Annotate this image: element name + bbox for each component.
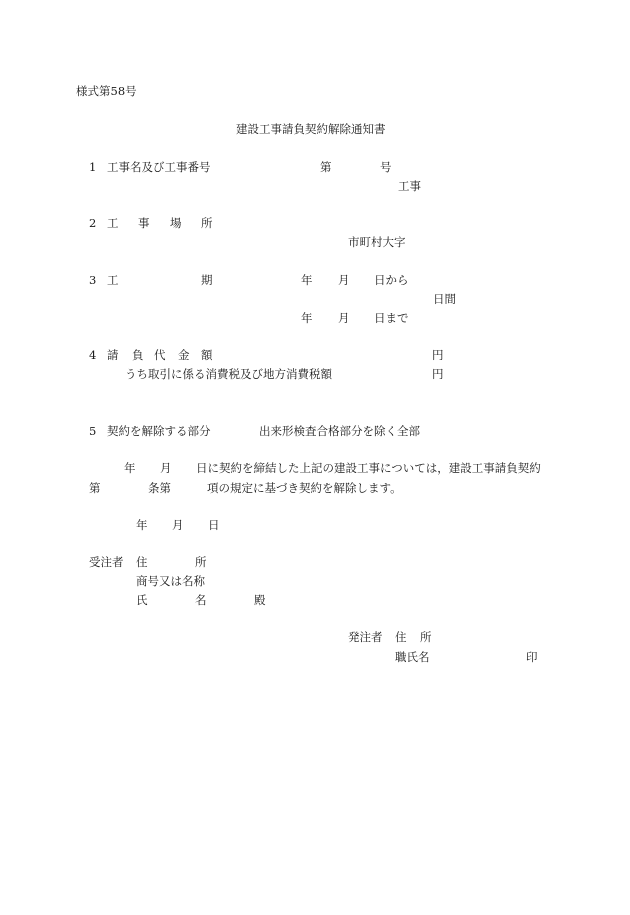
orderer-title-name: 職氏名 <box>395 650 430 664</box>
item4-label-char: 代 <box>154 348 166 362</box>
item4-tax-label: うち取引に係る消費税及び地方消費税額 <box>125 367 332 381</box>
item2-label-char: 工 <box>107 216 119 230</box>
orderer-role: 発注者 <box>348 630 383 644</box>
form-number: 様式第58号 <box>76 84 137 98</box>
body-year: 年 <box>124 461 136 475</box>
item1-no-prefix: 第 <box>320 160 332 174</box>
item3-start-day: 日から <box>374 273 409 287</box>
contractor-name-char: 氏 <box>136 593 148 607</box>
item4-number: 4 <box>89 348 97 362</box>
item3-duration: 日間 <box>433 292 456 306</box>
item1-number: 1 <box>89 160 97 174</box>
item3-end-year: 年 <box>301 311 313 325</box>
date-day: 日 <box>208 518 220 532</box>
contractor-address-char: 住 <box>136 555 148 569</box>
item2-label-char: 所 <box>201 216 213 230</box>
document-title: 建設工事請負契約解除通知書 <box>236 122 386 136</box>
contractor-company: 商号又は名称 <box>136 574 205 588</box>
body-month: 月 <box>160 461 172 475</box>
item5-label: 契約を解除する部分 <box>107 424 211 438</box>
item1-no-suffix: 号 <box>380 160 392 174</box>
date-month: 月 <box>172 518 184 532</box>
item3-end-day: 日まで <box>374 311 409 325</box>
date-year: 年 <box>136 518 148 532</box>
item3-end-month: 月 <box>338 311 350 325</box>
contractor-role: 受注者 <box>89 555 124 569</box>
body-text-line1: 日に契約を締結した上記の建設工事については，建設工事請負契約 <box>196 461 541 475</box>
item5-number: 5 <box>89 424 97 438</box>
item3-label-char: 工 <box>107 273 119 287</box>
item5-value: 出来形検査合格部分を除く全部 <box>259 424 420 438</box>
orderer-seal: 印 <box>526 650 538 664</box>
body-article-mid: 条第 <box>148 481 171 495</box>
item3-start-month: 月 <box>338 273 350 287</box>
item2-location: 市町村大字 <box>348 235 406 249</box>
body-text-line2: 項の規定に基づき契約を解除します。 <box>207 481 402 495</box>
item4-label-char: 額 <box>201 348 213 362</box>
body-article-prefix: 第 <box>89 481 101 495</box>
item2-label-char: 場 <box>170 216 182 230</box>
item4-amount-unit: 円 <box>432 348 444 362</box>
item3-start-year: 年 <box>301 273 313 287</box>
item4-label-char: 負 <box>132 348 144 362</box>
item2-number: 2 <box>89 216 97 230</box>
contractor-address-char: 所 <box>195 555 207 569</box>
contractor-name-char: 名 <box>195 593 207 607</box>
item1-name-suffix: 工事 <box>398 179 421 193</box>
contractor-honorific: 殿 <box>254 593 266 607</box>
orderer-address-char: 所 <box>420 630 432 644</box>
item2-label-char: 事 <box>138 216 150 230</box>
item4-tax-unit: 円 <box>432 367 444 381</box>
orderer-address-char: 住 <box>395 630 407 644</box>
item3-number: 3 <box>89 273 97 287</box>
item4-label-char: 金 <box>178 348 190 362</box>
item1-label: 工事名及び工事番号 <box>107 160 211 174</box>
item3-label-char: 期 <box>201 273 213 287</box>
item4-label-char: 請 <box>107 348 119 362</box>
